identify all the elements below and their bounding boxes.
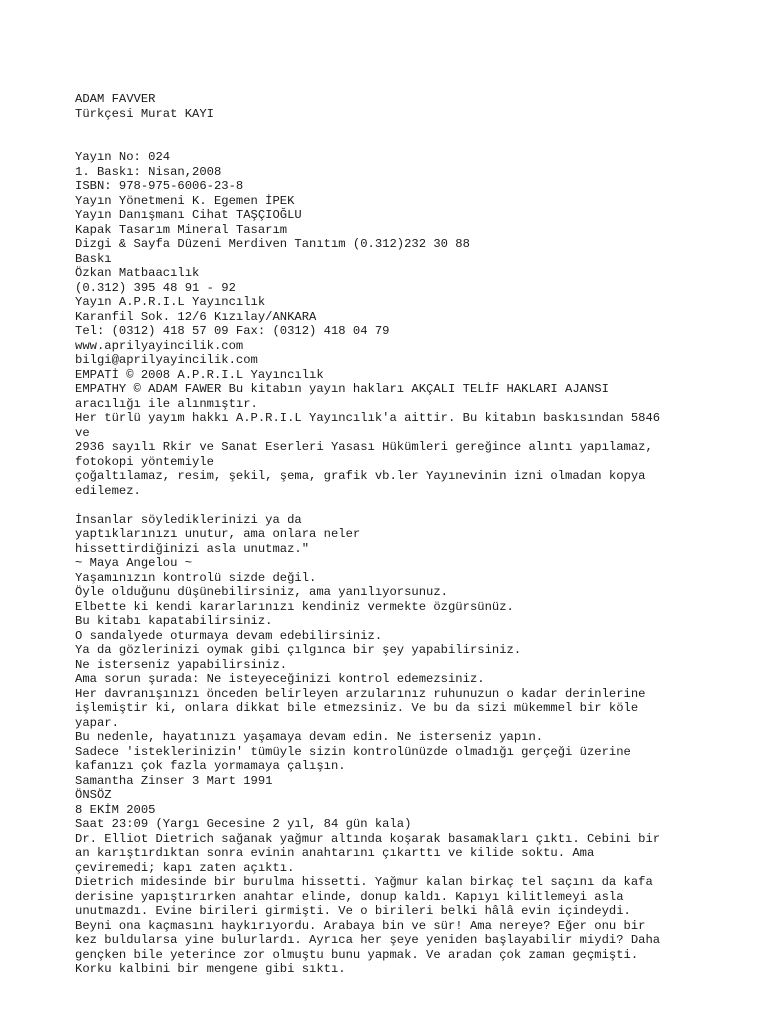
- body-line: hissettirdiğinizi asla unutmaz.": [75, 541, 310, 556]
- imprint-line: EMPATİ © 2008 A.P.R.I.L Yayıncılık: [75, 367, 324, 382]
- spacer: [75, 498, 755, 513]
- author-line: ADAM FAVVER: [75, 92, 156, 106]
- body-line: Sadece 'isteklerinizin' tümüyle sizin kontrolünüzde olmadığı gerçeği üzerine: [75, 744, 631, 759]
- imprint-line: Karanfil Sok. 12/6 Kızılay/ANKARA: [75, 309, 317, 324]
- body-line: ~ Maya Angelou ~: [75, 556, 193, 570]
- imprint-line: Kapak Tasarım Mineral Tasarım: [75, 222, 288, 237]
- body-line: çeviremedi; kapı zaten açıktı.: [75, 860, 295, 875]
- body-line: İnsanlar söylediklerinizi ya da: [75, 512, 302, 527]
- spacer: [75, 136, 755, 151]
- body-line: Beyni ona kaçmasını haykırıyordu. Arabaya bin ve sür! Ama nereye? Eğer onu bir: [75, 918, 646, 933]
- imprint-line: ve: [75, 425, 90, 440]
- imprint-line: Her türlü yayım hakkı A.P.R.I.L Yayıncılık'a aittir. Bu kitabın baskısından 5846: [75, 411, 661, 425]
- imprint-line: Yayın A.P.R.I.L Yayıncılık: [75, 295, 266, 309]
- body-line: Bu kitabı kapatabilirsiniz.: [75, 614, 273, 628]
- body-line: Ne isterseniz yapabilirsiniz.: [75, 657, 288, 672]
- body-line: Yaşamınızın kontrolü sizde değil.: [75, 570, 317, 585]
- body-line: Elbette ki kendi kararlarınızı kendiniz vermekte özgürsünüz.: [75, 599, 514, 614]
- imprint-line: 1. Baskı: Nisan,2008: [75, 164, 222, 179]
- imprint-line: Baskı: [75, 251, 112, 266]
- imprint-line: 2936 sayılı Rkir ve Sanat Eserleri Yasası Hükümleri gereğince alıntı yapılamaz,: [75, 440, 653, 454]
- imprint-line: Yayın Yönetmeni K. Egemen İPEK: [75, 193, 295, 208]
- imprint-line: (0.312) 395 48 91 - 92: [75, 280, 236, 295]
- imprint-line: www.aprilyayincilik.com: [75, 338, 244, 353]
- body-line: ÖNSÖZ: [75, 788, 112, 802]
- body-line: Korku kalbini bir mengene gibi sıktı.: [75, 962, 346, 976]
- body-line: kafanızı çok fazla yormamaya çalışın.: [75, 759, 346, 773]
- spacer: [75, 121, 755, 136]
- imprint-line: ISBN: 978-975-6006-23-8: [75, 179, 244, 193]
- body-line: an karıştırdıktan sonra evinin anahtarını çıkarttı ve kilide soktu. Ama: [75, 846, 595, 860]
- body-line: Ya da gözlerinizi oymak gibi çılgınca bir şey yapabilirsiniz.: [75, 643, 522, 657]
- imprint-line: Yayın Danışmanı Cihat TAŞÇIOĞLU: [75, 208, 302, 222]
- body-line: Her davranışınızı önceden belirleyen arzularınız ruhunuzun o kadar derinlerine: [75, 686, 646, 701]
- body-line: yaptıklarınızı unutur, ama onlara neler: [75, 527, 361, 541]
- body-line: gençken bile yeterince zor olmuştu bunu yapmak. Ve aradan çok zaman geçmişti.: [75, 947, 639, 962]
- body-line: O sandalyede oturmaya devam edebilirsiniz.: [75, 628, 383, 643]
- body-line: Samantha Zinser 3 Mart 1991: [75, 773, 273, 788]
- imprint-line: fotokopi yöntemiyle: [75, 454, 214, 469]
- body-line: işlemiştir ki, onlara dikkat bile etmezsiniz. Ve bu da sizi mükemmel bir köle: [75, 701, 639, 715]
- imprint-line: EMPATHY © ADAM FAWER Bu kitabın yayın hakları AKÇALI TELİF HAKLARI AJANSI: [75, 382, 609, 396]
- imprint-line: Özkan Matbaacılık: [75, 266, 200, 280]
- body-line: Ama sorun şurada: Ne isteyeceğinizi kontrol edemezsiniz.: [75, 672, 485, 686]
- body-line: yapar.: [75, 715, 119, 730]
- document-page: [75, 92, 755, 977]
- imprint-line: bilgi@aprilyayincilik.com: [75, 353, 258, 367]
- body-line: Öyle olduğunu düşünebilirsiniz, ama yanılıyorsunuz.: [75, 585, 448, 599]
- translator-line: Türkçesi Murat KAYI: [75, 106, 214, 121]
- body-line: Dr. Elliot Dietrich sağanak yağmur altında koşarak basamakları çıktı. Cebini bir: [75, 831, 661, 846]
- body-line: kez buldularsa yine bulurlardı. Ayrıca her şeye yeniden başlayabilir miydi? Daha: [75, 933, 661, 947]
- imprint-line: edilemez.: [75, 483, 141, 498]
- imprint-line: aracılığı ile alınmıştır.: [75, 396, 258, 411]
- imprint-line: Tel: (0312) 418 57 09 Fax: (0312) 418 04 79: [75, 324, 390, 338]
- imprint-line: Dizgi & Sayfa Düzeni Merdiven Tanıtım (0.312)232 30 88: [75, 237, 470, 251]
- imprint-line: çoğaltılamaz, resim, şekil, şema, grafik vb.ler Yayınevinin izni olmadan kopya: [75, 469, 646, 483]
- body-line: 8 EKİM 2005: [75, 802, 156, 817]
- body-line: Saat 23:09 (Yargı Gecesine 2 yıl, 84 gün kala): [75, 817, 412, 831]
- imprint-line: Yayın No: 024: [75, 150, 171, 164]
- body-line: derisine yapıştırırken anahtar elinde, donup kaldı. Kapıyı kilitlemeyi asla: [75, 889, 624, 904]
- body-line: unutmazdı. Evine birileri girmişti. Ve o birileri belki hâlâ evin içindeydi.: [75, 904, 631, 918]
- body-line: Bu nedenle, hayatınızı yaşamaya devam edin. Ne isterseniz yapın.: [75, 730, 544, 744]
- body-line: Dietrich midesinde bir burulma hissetti. Yağmur kalan birkaç tel saçını da kafa: [75, 875, 653, 889]
